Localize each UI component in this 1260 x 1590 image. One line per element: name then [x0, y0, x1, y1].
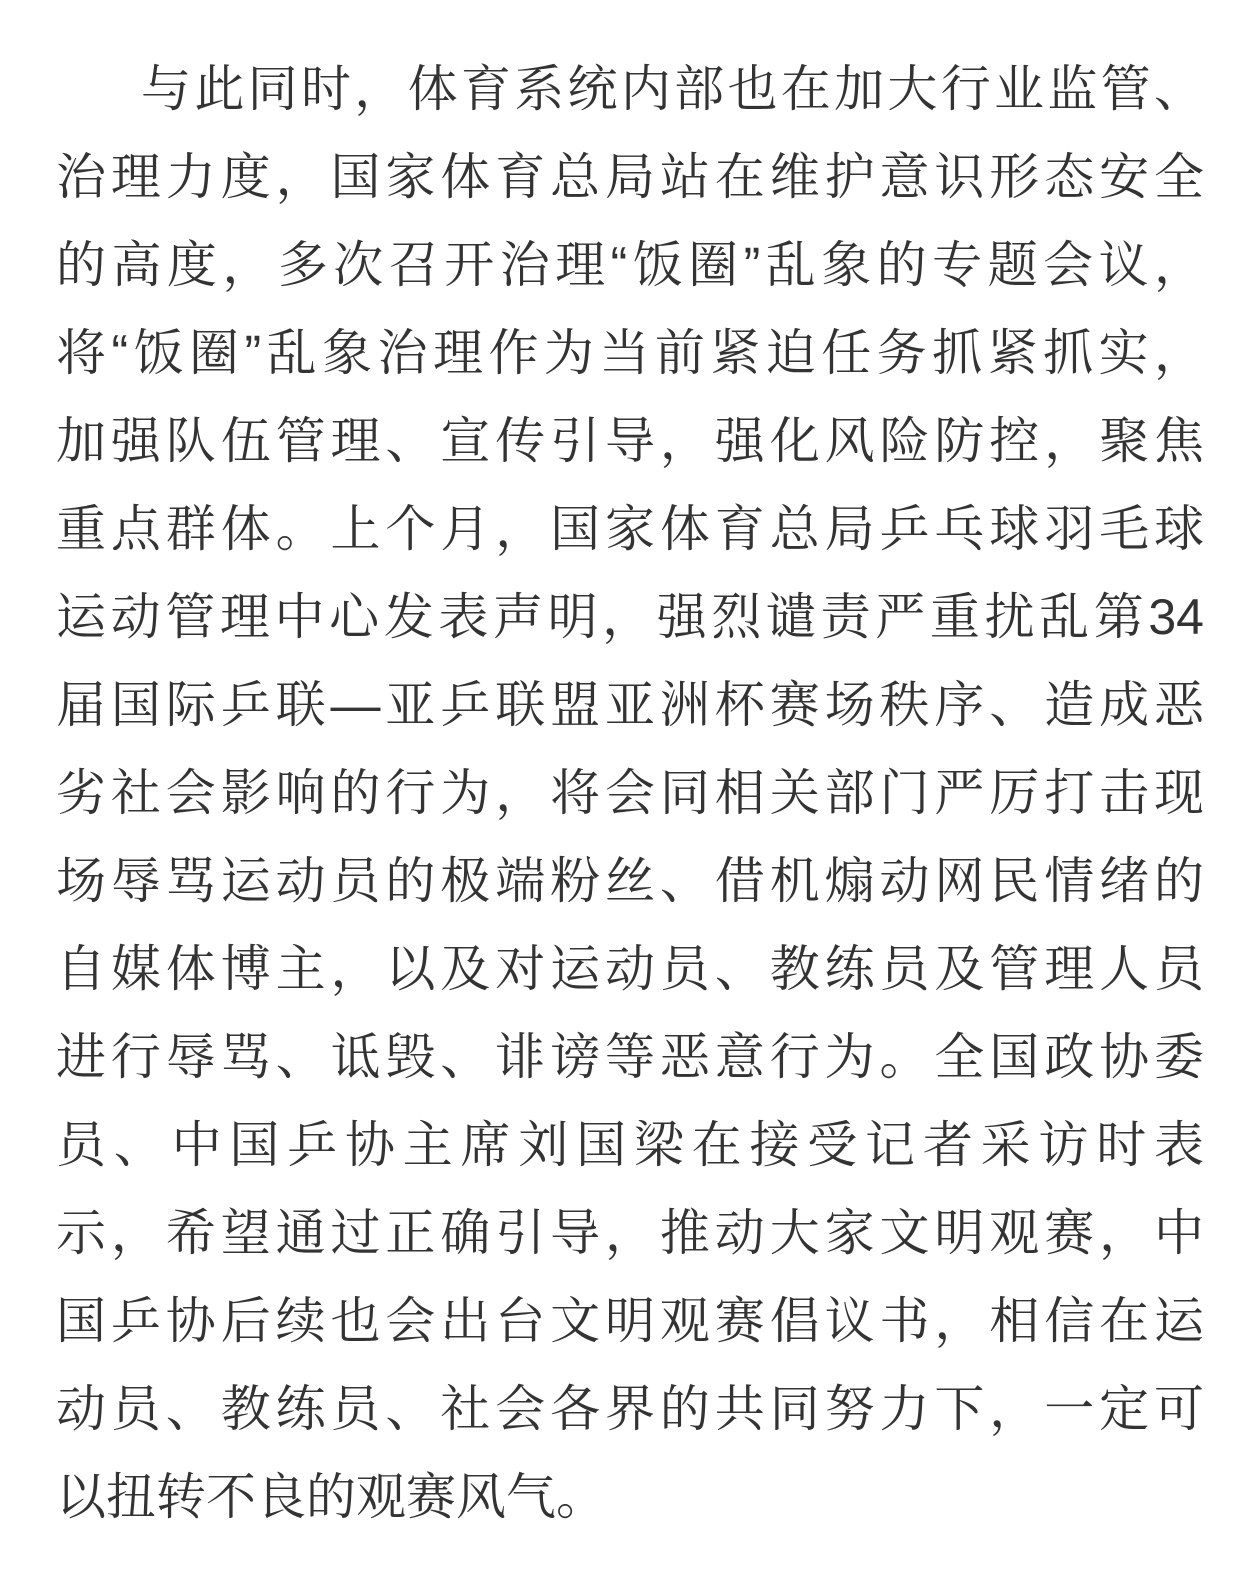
text-line: 场辱骂运动员的极端粉丝、借机煽动网民情绪的 [56, 853, 1204, 909]
text-line: 以扭转不良的观赛风气。 [56, 1469, 606, 1525]
text-line: 治理力度，国家体育总局站在维护意识形态安全 [56, 149, 1204, 205]
text-line: 示，希望通过正确引导，推动大家文明观赛，中 [56, 1205, 1204, 1261]
text-line: 届国际乒联—亚乒联盟亚洲杯赛场秩序、造成恶 [56, 677, 1204, 733]
text-line: 将“饭圈”乱象治理作为当前紧迫任务抓紧抓实， [56, 325, 1204, 381]
text-line: 劣社会影响的行为，将会同相关部门严厉打击现 [56, 765, 1204, 821]
text-line: 的高度，多次召开治理“饭圈”乱象的专题会议， [56, 237, 1204, 293]
text-line: 重点群体。上个月，国家体育总局乒乓球羽毛球 [56, 501, 1204, 557]
text-line: 动员、教练员、社会各界的共同努力下，一定可 [56, 1381, 1204, 1437]
text-line: 国乒协后续也会出台文明观赛倡议书，相信在运 [56, 1293, 1204, 1349]
text-line: 员、中国乒协主席刘国梁在接受记者采访时表 [56, 1117, 1204, 1173]
text-line: 与此同时，体育系统内部也在加大行业监管、 [141, 61, 1204, 117]
text-line: 进行辱骂、诋毁、诽谤等恶意行为。全国政协委 [56, 1029, 1204, 1085]
text-line: 加强队伍管理、宣传引导，强化风险防控，聚焦 [56, 413, 1204, 469]
text-line: 自媒体博主，以及对运动员、教练员及管理人员 [56, 941, 1204, 997]
text-line: 运动管理中心发表声明，强烈谴责严重扰乱第34 [56, 589, 1204, 645]
